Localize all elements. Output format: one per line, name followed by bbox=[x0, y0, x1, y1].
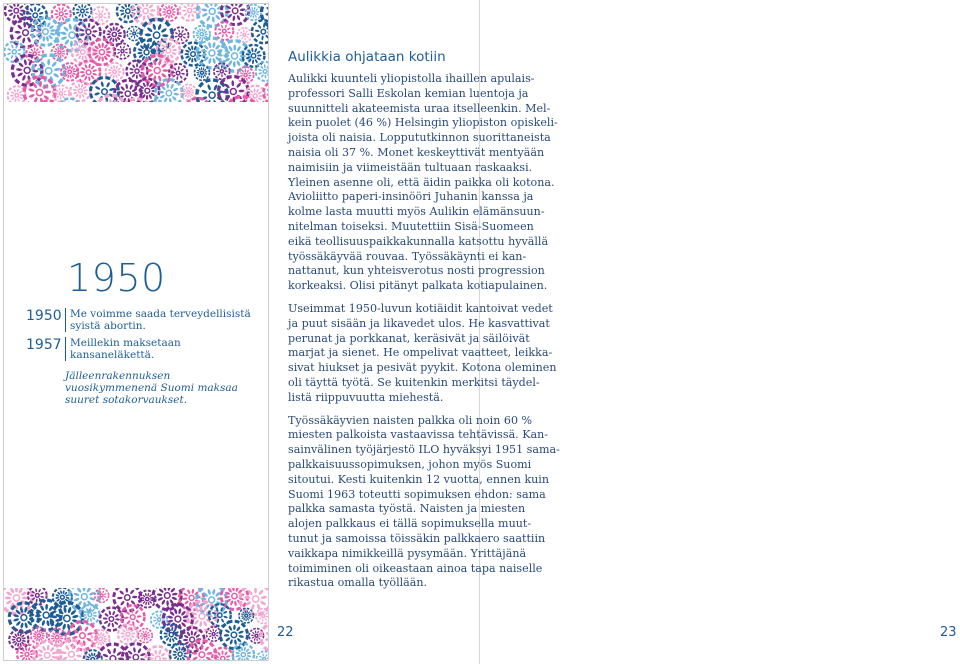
timeline-year: 1950 bbox=[26, 308, 62, 324]
flower-ornament bbox=[209, 604, 231, 626]
flower-ornament bbox=[80, 605, 99, 624]
flower-ornament bbox=[115, 43, 130, 58]
timeline-note: Jälleenrakennuksen vuosikymmenenä Suomi maksaa suuret sotakorvaukset. bbox=[65, 370, 238, 406]
timeline bbox=[26, 308, 256, 406]
flower-ornament bbox=[58, 99, 81, 102]
flower-ornament bbox=[160, 4, 178, 21]
flower-ornament bbox=[219, 41, 249, 71]
article bbox=[288, 49, 568, 599]
flower-ornament bbox=[77, 61, 100, 84]
flower-ornament bbox=[206, 627, 220, 641]
flower-ornament bbox=[92, 7, 109, 24]
flower-ornament bbox=[180, 627, 204, 651]
flower-ornament bbox=[9, 603, 38, 632]
flower-ornament bbox=[256, 651, 268, 660]
page-number-left: 22 bbox=[277, 625, 294, 640]
flower-ornament bbox=[215, 22, 233, 40]
flower-ornament bbox=[32, 18, 59, 45]
timeline-year: 1957 bbox=[26, 337, 62, 353]
timeline-entry bbox=[26, 337, 256, 361]
flower-ornament bbox=[245, 86, 265, 102]
flower-ornament bbox=[261, 622, 268, 653]
article-paragraph: Useimmat 1950-luvun kotiäidit kantoivat vedet ja puut sisään ja likavedet ulos. He kasvattivat perunat ja porkkanat, keräsivät ja säilöivät marjat ja sienet. He ompelivat vaatteet, leikka- sivat hiukset ja pesivät pyykit. Kotona oleminen oli täyttä työtä. Se kuitenkin merkitsi täydel- listä riippuvuutta miehestä. bbox=[288, 301, 557, 404]
flower-ornament bbox=[243, 45, 265, 67]
flower-ornament bbox=[220, 621, 247, 648]
flower-ornament bbox=[36, 101, 60, 102]
article-heading: Aulikkia ohjataan kotiin bbox=[288, 49, 446, 65]
flower-ornament bbox=[100, 608, 123, 631]
flower-ornament bbox=[194, 65, 209, 80]
flower-ornament bbox=[197, 38, 227, 68]
flower-ornament bbox=[153, 588, 181, 610]
flower-ornament bbox=[161, 624, 182, 645]
article-paragraph: Aulikki kuunteli yliopistolla ihaillen apulais- professori Salli Eskolan kemian luentoja ja suunnitteli akateemista uraa itselleenkin. Mel- kein puolet (46 %) Helsingin yliopiston opiskeli- joista oli naisia. Loppututkinnon suorittaneista naisia oli 37 %. Monet keskeyttivät mentyään naimisiin ja viimeistään tultuaan raskaaksi. Yleinen asenne oli, että äidin paikka oli kotona. Avioliitto paperi-insinööri Juhanin kanssa ja kolme lasta muutti myös Aulikin elämänsuun- nitelman toiseksi. Muutettiin Sisä-Suomeen eikä teollisuuspaikkakunnalla katsottu hyvällä työssäkäyvää rouvaa. Työssäkäynti ei kan- nattanut, kun yhteisverotus nosti progression korkeaksi. Olisi pitänyt palkata kotiapulainen. bbox=[288, 72, 558, 293]
flower-ornament bbox=[26, 45, 43, 62]
timeline-entry bbox=[26, 308, 256, 332]
floral-pattern-top bbox=[4, 4, 268, 102]
timeline-text: Me voimme saada terveydellisistä syistä abortin. bbox=[65, 308, 256, 332]
flower-ornament bbox=[73, 4, 91, 20]
flower-ornament bbox=[138, 628, 152, 642]
flower-ornament bbox=[69, 588, 99, 612]
flower-ornament bbox=[240, 588, 268, 615]
flower-ornament bbox=[256, 62, 268, 81]
decade-year: 1950 bbox=[67, 256, 166, 300]
flower-ornament bbox=[118, 624, 138, 644]
sidebar-panel bbox=[3, 3, 269, 661]
flower-ornament bbox=[127, 26, 141, 40]
flower-ornament bbox=[104, 24, 125, 45]
page-number-right: 23 bbox=[940, 625, 957, 640]
timeline-text: Meillekin maksetaan kansaneläkettä. bbox=[65, 337, 256, 361]
flower-ornament bbox=[172, 27, 188, 43]
flower-ornament bbox=[114, 588, 141, 611]
flower-ornament bbox=[155, 79, 182, 102]
flower-ornament bbox=[226, 97, 257, 102]
article-paragraph: Työssäkäyvien naisten palkka oli noin 60 % miesten palkoista vastaavissa tehtävissä. Kan- sainvälinen työjärjestö ILO hyväksyi 1951 sama- palkkaisuussopimuksen, johon myös Suomi sitoutui. Kesti kuitenkin 12 vuotta, ennen kuin Suomi 1963 toteutti sopimuksen ehdon: sama palkka samasta työstä. Naisten ja miesten alojen palkkaus ei tällä sopimuksella muut- tunut ja samoissa töissäkin palkkaero saattiin vaikkapa nimikkeillä pysymään. Yrittäjänä toimiminen oli oikeastaan ainoa tapa naiselle rikastua omalla työllään. bbox=[288, 413, 560, 590]
floral-pattern-bottom bbox=[4, 588, 268, 660]
flower-ornament bbox=[4, 42, 24, 62]
flower-ornament bbox=[95, 588, 109, 602]
